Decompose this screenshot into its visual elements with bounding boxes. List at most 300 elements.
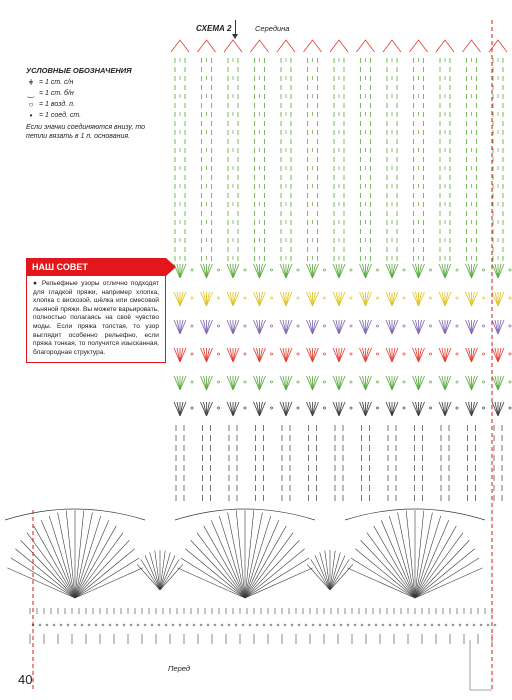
- fan-stitch: [180, 264, 186, 278]
- bottom-chain: [291, 624, 293, 626]
- fan-stitch: [363, 376, 366, 390]
- fan-stitch: [386, 292, 392, 306]
- fan-stitch: [366, 292, 369, 306]
- fan-stitch: [495, 292, 498, 306]
- fan-stitch: [495, 402, 498, 416]
- fan-stitch: [257, 348, 260, 362]
- fan-stitch: [283, 264, 286, 278]
- big-fan-stitch: [245, 549, 305, 598]
- fan-stitch: [392, 264, 395, 278]
- fan-stitch: [333, 348, 339, 362]
- advice-text: Рельефные узоры отлично подходят для гладкой пряжи, например хлопка, хлопка с вискозой, шёлка или смесовой льняной пряжи. Вы можете варьировать, полностью полагаясь на своё чувство моды. Если пряжа толстая, то узор выглядит особенно рельефно, если пряжа тонкая, то получится изысканная, благородная структура.: [33, 280, 159, 356]
- fan-stitch: [392, 402, 395, 416]
- bottom-chain: [480, 624, 482, 626]
- big-fan-stitch: [228, 513, 245, 598]
- chain-dot: [482, 297, 484, 299]
- chain-dot: [376, 297, 378, 299]
- fan-stitch: [260, 320, 266, 334]
- bottom-chain: [39, 624, 41, 626]
- fan-stitch: [233, 292, 236, 306]
- fan-stitch: [207, 264, 213, 278]
- fan-stitch: [366, 292, 372, 306]
- fan-stitch: [495, 320, 498, 334]
- fan-stitch: [392, 376, 398, 390]
- page-number: 40: [18, 672, 33, 687]
- fan-stitch: [227, 292, 233, 306]
- chain-dot: [323, 297, 325, 299]
- chain-dot: [509, 297, 511, 299]
- fan-stitch: [336, 348, 339, 362]
- fan-stitch: [204, 264, 207, 278]
- fan-stitch: [233, 264, 239, 278]
- fan-stitch: [201, 292, 207, 306]
- fan-stitch: [313, 292, 316, 306]
- fan-stitch: [227, 320, 233, 334]
- fan-stitch: [339, 348, 345, 362]
- big-fan-stitch: [15, 549, 75, 598]
- fan-stitch: [227, 348, 233, 362]
- fan-stitch: [419, 292, 425, 306]
- fan-stitch: [177, 402, 180, 416]
- motif-top-icon: [198, 40, 216, 52]
- chain-dot: [217, 353, 219, 355]
- fan-stitch: [307, 292, 313, 306]
- fan-stitch: [416, 264, 419, 278]
- bottom-chain: [277, 624, 279, 626]
- bottom-chain: [179, 624, 181, 626]
- fan-stitch: [333, 402, 339, 416]
- fan-stitch: [336, 264, 339, 278]
- fan-stitch: [180, 292, 183, 306]
- fan-stitch: [439, 320, 445, 334]
- fan-stitch: [498, 264, 501, 278]
- chain-dot: [217, 407, 219, 409]
- fan-stitch: [307, 376, 313, 390]
- fan-stitch: [469, 402, 472, 416]
- fan-stitch: [313, 348, 319, 362]
- bottom-chain: [60, 624, 62, 626]
- chain-dot: [191, 325, 193, 327]
- fan-stitch: [416, 320, 419, 334]
- fan-stitch: [472, 376, 478, 390]
- fan-stitch: [207, 402, 213, 416]
- fan-stitch: [286, 292, 292, 306]
- bottom-chain: [130, 624, 132, 626]
- fan-stitch: [257, 376, 260, 390]
- small-fan-stitch: [160, 559, 179, 590]
- fan-stitch: [310, 376, 313, 390]
- fan-stitch: [207, 402, 210, 416]
- fan-stitch: [416, 292, 419, 306]
- big-fan-stitch: [398, 513, 415, 598]
- fan-stitch: [180, 320, 183, 334]
- fan-stitch: [204, 402, 207, 416]
- fan-stitch: [310, 292, 313, 306]
- bottom-chain: [109, 624, 111, 626]
- motif-top-icon: [410, 40, 428, 52]
- fan-stitch: [207, 320, 213, 334]
- fan-stitch: [416, 348, 419, 362]
- fan-stitch: [439, 348, 445, 362]
- big-fan-stitch: [347, 568, 415, 598]
- fan-stitch: [177, 292, 180, 306]
- bottom-chain: [53, 624, 55, 626]
- big-fan-stitch: [415, 513, 432, 598]
- chain-dot: [376, 353, 378, 355]
- fan-stitch: [207, 376, 210, 390]
- chain-dot: [217, 297, 219, 299]
- bottom-chain: [242, 624, 244, 626]
- bottom-chain: [382, 624, 384, 626]
- motif-top-icon: [171, 40, 189, 52]
- fan-stitch: [257, 320, 260, 334]
- fan-stitch: [313, 402, 319, 416]
- big-fan-stitch: [245, 568, 313, 598]
- motif-top-icon: [436, 40, 454, 52]
- chain-dot: [297, 353, 299, 355]
- double-crochet-icon: ǂ: [28, 78, 34, 87]
- fan-stitch: [207, 320, 210, 334]
- chain-dot: [403, 353, 405, 355]
- fan-stitch: [363, 292, 366, 306]
- fan-stitch: [233, 402, 236, 416]
- fan-stitch: [280, 348, 286, 362]
- fan-stitch: [286, 320, 292, 334]
- fan-stitch: [310, 348, 313, 362]
- bottom-chain: [459, 624, 461, 626]
- fan-stitch: [469, 320, 472, 334]
- slip-stitch-icon: •: [29, 111, 33, 120]
- fan-stitch: [307, 264, 313, 278]
- fan-stitch: [469, 376, 472, 390]
- chain-dot: [403, 269, 405, 271]
- chain-dot: [482, 353, 484, 355]
- fan-stitch: [498, 402, 504, 416]
- chain-dot: [217, 381, 219, 383]
- fan-stitch: [413, 264, 419, 278]
- chain-dot: [191, 353, 193, 355]
- fan-stitch: [177, 264, 180, 278]
- bottom-chain: [403, 624, 405, 626]
- fan-stitch: [233, 320, 239, 334]
- fan-stitch: [286, 264, 292, 278]
- fan-stitch: [286, 402, 289, 416]
- chain-dot: [350, 353, 352, 355]
- fan-stitch: [339, 376, 342, 390]
- fan-stitch: [492, 348, 498, 362]
- chain-dot: [191, 269, 193, 271]
- chain-dot: [456, 353, 458, 355]
- fan-stitch: [413, 402, 419, 416]
- fan-stitch: [439, 376, 445, 390]
- fan-stitch: [254, 320, 260, 334]
- chain-dot: [297, 325, 299, 327]
- chain-dot: [244, 325, 246, 327]
- chain-dot: [323, 269, 325, 271]
- chain-dot: [509, 325, 511, 327]
- motif-top-icon: [330, 40, 348, 52]
- fan-stitch: [313, 320, 316, 334]
- big-fan-stitch: [177, 568, 245, 598]
- fan-stitch: [180, 402, 186, 416]
- fan-stitch: [230, 292, 233, 306]
- chain-dot: [456, 325, 458, 327]
- fan-stitch: [280, 292, 286, 306]
- chain-dot: [191, 407, 193, 409]
- fan-stitch: [445, 320, 448, 334]
- fan-stitch: [254, 292, 260, 306]
- fan-stitch: [180, 348, 186, 362]
- fan-stitch: [207, 292, 210, 306]
- fan-stitch: [201, 320, 207, 334]
- chain-dot: [323, 353, 325, 355]
- fan-stitch: [233, 320, 236, 334]
- fan-stitch: [174, 376, 180, 390]
- fan-stitch: [254, 376, 260, 390]
- legend-item-text: = 1 возд. п.: [39, 101, 75, 108]
- fan-stitch: [416, 376, 419, 390]
- bottom-chain: [137, 624, 139, 626]
- fan-stitch: [498, 320, 501, 334]
- fan-stitch: [466, 376, 472, 390]
- fan-stitch: [389, 320, 392, 334]
- chain-dot: [270, 353, 272, 355]
- fan-stitch: [366, 402, 369, 416]
- fan-stitch: [392, 320, 395, 334]
- fan-stitch: [445, 264, 448, 278]
- fan-stitch: [339, 292, 345, 306]
- chain-dot: [270, 269, 272, 271]
- fan-stitch: [498, 376, 501, 390]
- fan-stitch: [439, 402, 445, 416]
- bottom-chain: [340, 624, 342, 626]
- fan-stitch: [392, 376, 395, 390]
- fan-stitch: [313, 402, 316, 416]
- fan-stitch: [180, 376, 183, 390]
- fan-stitch: [419, 348, 422, 362]
- fan-stitch: [389, 348, 392, 362]
- big-fan-stitch: [75, 568, 143, 598]
- fan-stitch: [419, 348, 425, 362]
- fan-stitch: [336, 402, 339, 416]
- fan-stitch: [445, 292, 448, 306]
- bottom-chain: [95, 624, 97, 626]
- chain-dot: [456, 269, 458, 271]
- chain-dot: [244, 407, 246, 409]
- chain-dot: [350, 381, 352, 383]
- chain-dot: [482, 381, 484, 383]
- bottom-chain: [389, 624, 391, 626]
- bottom-chain: [270, 624, 272, 626]
- bottom-chain: [214, 624, 216, 626]
- bottom-chain: [102, 624, 104, 626]
- fan-stitch: [230, 402, 233, 416]
- fan-stitch: [286, 348, 292, 362]
- bullet-icon: ●: [33, 280, 39, 287]
- fan-stitch: [386, 320, 392, 334]
- fan-stitch: [469, 348, 472, 362]
- fan-stitch: [201, 402, 207, 416]
- small-fan-stitch: [330, 559, 349, 590]
- fan-stitch: [472, 292, 475, 306]
- fan-stitch: [313, 264, 319, 278]
- fan-stitch: [257, 402, 260, 416]
- fan-stitch: [260, 264, 263, 278]
- chain-dot: [270, 297, 272, 299]
- chain-dot: [376, 269, 378, 271]
- fan-stitch: [286, 376, 289, 390]
- fan-stitch: [498, 292, 501, 306]
- fan-stitch: [442, 348, 445, 362]
- fan-stitch: [260, 292, 263, 306]
- fan-stitch: [392, 402, 398, 416]
- fan-stitch: [310, 264, 313, 278]
- big-fan-stitch: [58, 513, 75, 598]
- fan-stitch: [339, 402, 342, 416]
- fan-stitch: [466, 320, 472, 334]
- big-fan-stitch: [75, 513, 92, 598]
- fan-stitch: [339, 264, 342, 278]
- chain-dot: [509, 269, 511, 271]
- fan-stitch: [492, 320, 498, 334]
- bottom-chain: [116, 624, 118, 626]
- bottom-chain: [319, 624, 321, 626]
- bottom-chain: [263, 624, 265, 626]
- fan-stitch: [442, 402, 445, 416]
- fan-stitch: [445, 402, 448, 416]
- fan-stitch: [366, 264, 369, 278]
- fan-stitch: [177, 348, 180, 362]
- chain-dot: [350, 297, 352, 299]
- fan-stitch: [233, 376, 236, 390]
- fan-stitch: [472, 402, 475, 416]
- bottom-chain: [410, 624, 412, 626]
- chain-dot: [376, 407, 378, 409]
- bottom-chain: [305, 624, 307, 626]
- fan-stitch: [445, 348, 451, 362]
- bottom-chain: [452, 624, 454, 626]
- fan-stitch: [283, 320, 286, 334]
- fan-stitch: [469, 264, 472, 278]
- big-fan-stitch: [245, 513, 262, 598]
- motif-top-icon: [463, 40, 481, 52]
- bottom-chain: [494, 624, 496, 626]
- fan-stitch: [466, 348, 472, 362]
- bottom-chain: [249, 624, 251, 626]
- fan-stitch: [363, 348, 366, 362]
- chain-dot: [429, 353, 431, 355]
- bottom-chain: [284, 624, 286, 626]
- fan-stitch: [442, 264, 445, 278]
- fan-stitch: [283, 402, 286, 416]
- bottom-chain: [298, 624, 300, 626]
- fan-stitch: [419, 402, 425, 416]
- chain-dot: [456, 381, 458, 383]
- fan-stitch: [257, 264, 260, 278]
- fan-stitch: [283, 292, 286, 306]
- bottom-chain: [165, 624, 167, 626]
- fan-stitch: [283, 348, 286, 362]
- fan-stitch: [174, 264, 180, 278]
- fan-stitch: [392, 292, 398, 306]
- fan-stitch: [360, 292, 366, 306]
- fan-stitch: [313, 320, 319, 334]
- fan-stitch: [333, 292, 339, 306]
- chain-dot: [482, 269, 484, 271]
- fan-stitch: [495, 348, 498, 362]
- fan-stitch: [260, 348, 266, 362]
- chain-arc-icon: ‿: [27, 89, 35, 98]
- fan-stitch: [286, 348, 289, 362]
- fan-stitch: [339, 320, 342, 334]
- fan-stitch: [233, 348, 239, 362]
- fan-stitch: [445, 348, 448, 362]
- fan-stitch: [413, 292, 419, 306]
- fan-stitch: [495, 376, 498, 390]
- chain-dot: [429, 325, 431, 327]
- fan-stitch: [280, 402, 286, 416]
- fan-stitch: [363, 264, 366, 278]
- chain-dot: [323, 407, 325, 409]
- fan-stitch: [366, 376, 369, 390]
- fan-stitch: [498, 264, 504, 278]
- bottom-chain: [333, 624, 335, 626]
- fan-stitch: [260, 402, 263, 416]
- bottom-chain: [438, 624, 440, 626]
- legend-item-text: = 1 ст. б/н: [39, 90, 74, 97]
- fan-stitch: [419, 264, 422, 278]
- motif-top-icon: [277, 40, 295, 52]
- bottom-chain: [200, 624, 202, 626]
- big-fan-stitch: [7, 568, 75, 598]
- fan-stitch: [498, 348, 501, 362]
- bottom-chain: [368, 624, 370, 626]
- fan-stitch: [392, 264, 398, 278]
- big-fan-stitch: [185, 549, 245, 598]
- fan-stitch: [419, 264, 425, 278]
- fan-stitch: [233, 264, 236, 278]
- bottom-chain: [354, 624, 356, 626]
- fan-stitch: [310, 402, 313, 416]
- fan-stitch: [313, 264, 316, 278]
- fan-stitch: [339, 402, 345, 416]
- bottom-chain: [445, 624, 447, 626]
- fan-stitch: [313, 348, 316, 362]
- fan-stitch: [227, 402, 233, 416]
- fan-stitch: [419, 376, 425, 390]
- motif-top-icon: [251, 40, 269, 52]
- fan-stitch: [472, 320, 478, 334]
- fan-stitch: [313, 376, 316, 390]
- bottom-chain: [81, 624, 83, 626]
- fan-stitch: [389, 292, 392, 306]
- fan-stitch: [498, 348, 504, 362]
- fan-stitch: [174, 348, 180, 362]
- fan-stitch: [419, 320, 425, 334]
- legend-note: Если значки соединяются внизу, то петли вязать в 1 п. основания.: [26, 124, 145, 140]
- bottom-chain: [151, 624, 153, 626]
- fan-stitch: [174, 320, 180, 334]
- chain-dot: [217, 269, 219, 271]
- fan-stitch: [445, 402, 451, 416]
- fan-stitch: [230, 320, 233, 334]
- fan-stitch: [201, 264, 207, 278]
- chain-dot: [403, 407, 405, 409]
- fan-stitch: [389, 264, 392, 278]
- fan-stitch: [445, 376, 448, 390]
- fan-stitch: [336, 292, 339, 306]
- chain-dot: [323, 381, 325, 383]
